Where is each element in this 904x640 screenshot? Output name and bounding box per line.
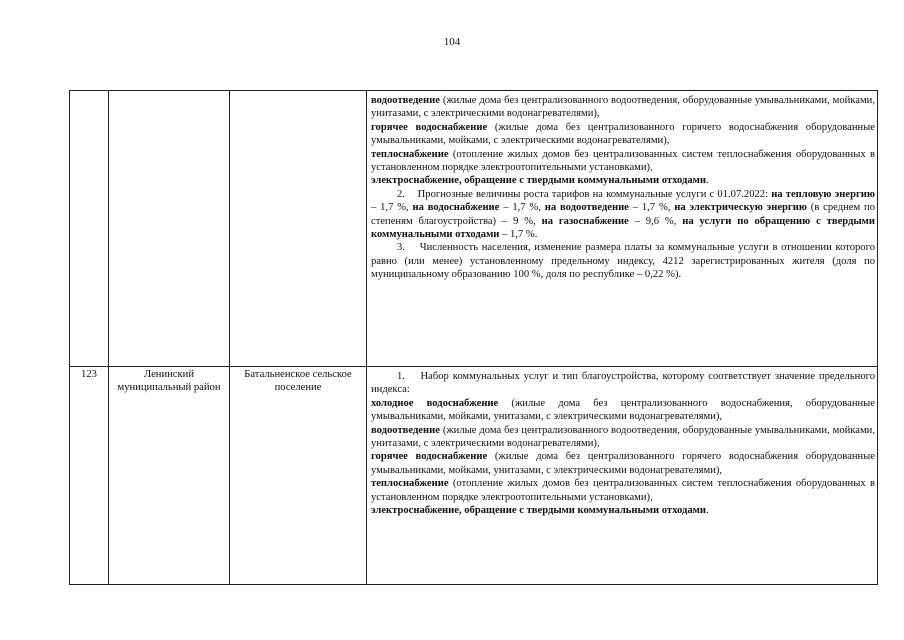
settlement-cell: Батальненское сельское поселение — [230, 367, 367, 585]
description-paragraphs — [371, 94, 875, 282]
text-segment: (отопление жилых домов без централизованных систем теплоснабжения оборудованных в установленном порядке электроотопительными установками), — [371, 478, 875, 503]
description-paragraph — [371, 370, 875, 397]
bold-text: теплоснабжение — [371, 148, 449, 160]
text-segment: – 9,6 %, — [628, 215, 683, 227]
tariff-table — [69, 90, 878, 585]
text-segment: – 1,7 %, — [371, 202, 413, 214]
text-segment: (жилые дома без централизованного горячего водоснабжения оборудованные умывальниками, мойками, унитазами, с электрическими водонагревателями), — [371, 451, 875, 476]
text-segment: 3. Численность населения, изменение размера платы за коммунальные услуги в отношении которого равно (или менее) установленному предельному индексу, 4212 зарегистрированных жителя (доля по муниципальному образованию 100 %, доля по республике – 0,22 %). — [371, 242, 875, 281]
bold-text: водоотведение — [371, 424, 440, 436]
text-segment: (жилые дома без централизованного горячего водоснабжения оборудованные умывальниками, мойками, с электрическими водонагревателями), — [371, 121, 875, 147]
text-segment: (в среднем по степеням благоустройства) – 9 %, — [371, 202, 875, 227]
bold-text: горячее водоснабжение — [371, 451, 488, 463]
description-paragraph — [371, 424, 875, 451]
bold-text: электроснабжение, обращение с твердыми коммунальными отходами — [371, 175, 706, 187]
bold-text: электроснабжение, обращение с твердыми коммунальными отходами — [371, 505, 706, 517]
table-row — [70, 91, 878, 367]
text-segment: (жилые дома без централизованного водоотведения, оборудованные умывальниками, мойками, унитазами, с электрическими водонагревателями), — [371, 95, 875, 120]
description-paragraph — [371, 94, 875, 121]
description-paragraph — [371, 188, 875, 242]
description-paragraph — [371, 241, 875, 281]
bold-text: теплоснабжение — [371, 478, 449, 490]
bold-text: на тепловую энергию — [771, 188, 875, 200]
description-paragraphs — [371, 370, 875, 517]
text-segment: . — [705, 175, 709, 187]
text-segment: (жилые дома без централизованного водоснабжения, оборудованные умывальниками, мойками, унитазами, с электрическими водонагревателями), — [371, 397, 875, 423]
table-row — [70, 367, 878, 585]
bold-text: на газоснабжение — [541, 215, 629, 227]
row-number-cell: 123 — [70, 367, 109, 585]
bold-text: на водоснабжение — [412, 202, 500, 214]
page-number: 104 — [443, 36, 461, 48]
text-segment: (жилые дома без централизованного водоотведения, оборудованные умывальниками, мойками, унитазами, с электрическими водонагревателями), — [371, 424, 875, 450]
description-paragraph — [371, 121, 875, 148]
description-paragraph — [371, 148, 875, 175]
text-segment: – 1,7 %, — [499, 202, 545, 214]
bold-text: на электрическую энергию — [674, 202, 807, 214]
description-cell — [367, 91, 878, 367]
bold-text: холодное водоснабжение — [371, 397, 499, 409]
table-body — [70, 91, 878, 585]
text-segment: . — [705, 505, 709, 517]
text-segment: – 1,7 %. — [499, 229, 538, 241]
bold-text: на водоотведение — [544, 202, 629, 214]
region-cell — [109, 91, 230, 367]
text-segment: 1. Набор коммунальных услуг и тип благоустройства, которому соответствует значение предельного индекса: — [371, 371, 875, 396]
text-segment: – 1,7 %, — [628, 202, 675, 214]
settlement-cell — [230, 91, 367, 367]
description-paragraph — [371, 477, 875, 504]
row-number-cell — [70, 91, 109, 367]
description-paragraph — [371, 450, 875, 477]
description-paragraph — [371, 504, 875, 517]
bold-text: на услуги по обращению с твердыми коммунальными отходами — [371, 215, 875, 241]
description-cell — [367, 367, 878, 585]
text-segment: (отопление жилых домов без централизованных систем теплоснабжения оборудованных в установленном порядке электроотопительными установками), — [371, 148, 875, 174]
bold-text: горячее водоснабжение — [371, 121, 488, 133]
bold-text: водоотведение — [371, 95, 440, 106]
region-cell: Ленинский муниципальный район — [109, 367, 230, 585]
description-paragraph — [371, 397, 875, 424]
text-segment: 2. Прогнозные величины роста тарифов на коммунальные услуги с 01.07.2022: — [397, 188, 772, 200]
description-paragraph — [371, 174, 875, 187]
